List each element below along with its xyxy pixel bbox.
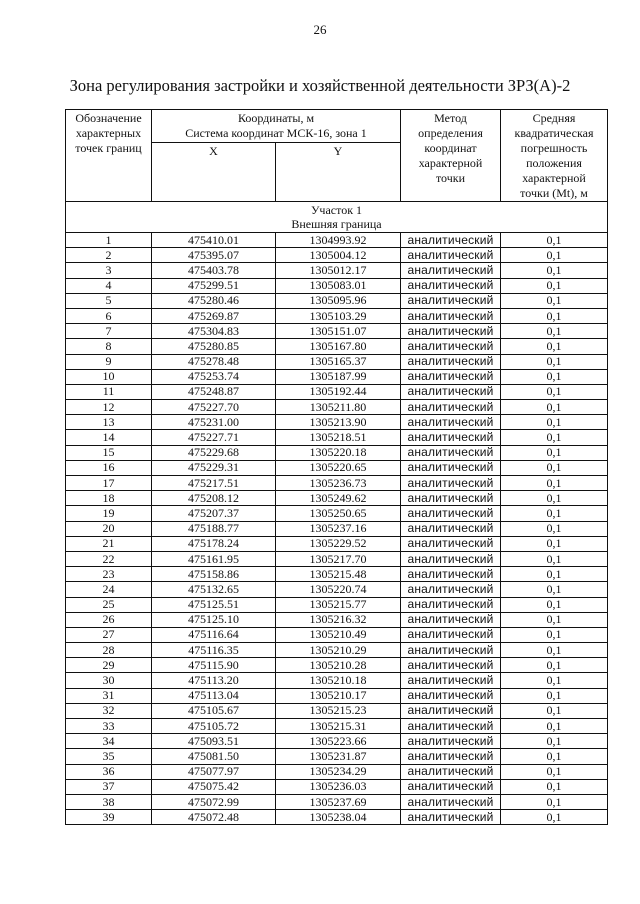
point-number-cell: 23 bbox=[66, 567, 152, 582]
point-number-cell: 14 bbox=[66, 430, 152, 445]
table-row bbox=[66, 521, 608, 536]
table-row bbox=[66, 263, 608, 278]
method-cell: аналитический bbox=[401, 248, 501, 263]
table-row bbox=[66, 248, 608, 263]
point-number-cell: 35 bbox=[66, 749, 152, 764]
header-designation-line: точек границ bbox=[75, 141, 142, 155]
y-coordinate-cell: 1305238.04 bbox=[276, 810, 401, 825]
plot-label: Участок 1 bbox=[310, 203, 363, 217]
method-cell: аналитический bbox=[401, 308, 501, 323]
point-number-cell: 32 bbox=[66, 703, 152, 718]
x-coordinate-cell: 475158.86 bbox=[152, 567, 276, 582]
method-cell: аналитический bbox=[401, 719, 501, 734]
y-coordinate-cell: 1305187.99 bbox=[276, 369, 401, 384]
x-coordinate-cell: 475278.48 bbox=[152, 354, 276, 369]
y-coordinate-cell: 1305215.77 bbox=[276, 597, 401, 612]
table-row bbox=[66, 734, 608, 749]
point-number-cell: 19 bbox=[66, 506, 152, 521]
table-row bbox=[66, 627, 608, 642]
error-cell: 0,1 bbox=[501, 658, 608, 673]
x-coordinate-cell: 475178.24 bbox=[152, 536, 276, 551]
y-coordinate-cell: 1305234.29 bbox=[276, 764, 401, 779]
method-cell: аналитический bbox=[401, 551, 501, 566]
point-number-cell: 26 bbox=[66, 612, 152, 627]
method-cell: аналитический bbox=[401, 567, 501, 582]
point-number-cell: 36 bbox=[66, 764, 152, 779]
x-coordinate-cell: 475113.20 bbox=[152, 673, 276, 688]
method-cell: аналитический bbox=[401, 749, 501, 764]
y-coordinate-cell: 1305237.16 bbox=[276, 521, 401, 536]
error-cell: 0,1 bbox=[501, 491, 608, 506]
point-number-cell: 3 bbox=[66, 263, 152, 278]
point-number-cell: 27 bbox=[66, 627, 152, 642]
table-row bbox=[66, 293, 608, 308]
header-method bbox=[401, 110, 501, 202]
error-cell: 0,1 bbox=[501, 506, 608, 521]
y-coordinate-cell: 1305165.37 bbox=[276, 354, 401, 369]
table-row bbox=[66, 703, 608, 718]
table-row bbox=[66, 476, 608, 491]
method-cell: аналитический bbox=[401, 673, 501, 688]
x-coordinate-cell: 475105.67 bbox=[152, 703, 276, 718]
header-coordinates bbox=[152, 110, 401, 143]
table-row bbox=[66, 794, 608, 809]
table-header bbox=[66, 110, 608, 233]
y-coordinate-cell: 1305229.52 bbox=[276, 536, 401, 551]
table-row bbox=[66, 460, 608, 475]
x-coordinate-cell: 475248.87 bbox=[152, 384, 276, 399]
table-row bbox=[66, 658, 608, 673]
method-cell: аналитический bbox=[401, 506, 501, 521]
point-number-cell: 30 bbox=[66, 673, 152, 688]
x-coordinate-cell: 475269.87 bbox=[152, 308, 276, 323]
error-cell: 0,1 bbox=[501, 476, 608, 491]
table-row bbox=[66, 430, 608, 445]
error-cell: 0,1 bbox=[501, 445, 608, 460]
header-error-line: погрешность bbox=[520, 141, 588, 155]
table-row bbox=[66, 491, 608, 506]
point-number-cell: 7 bbox=[66, 324, 152, 339]
header-method-line: координат bbox=[424, 141, 477, 155]
header-coordinates-line: Система координат МСК-16, зона 1 bbox=[185, 126, 367, 140]
y-coordinate-cell: 1305231.87 bbox=[276, 749, 401, 764]
table-row bbox=[66, 506, 608, 521]
error-cell: 0,1 bbox=[501, 430, 608, 445]
error-cell: 0,1 bbox=[501, 597, 608, 612]
method-cell: аналитический bbox=[401, 400, 501, 415]
method-cell: аналитический bbox=[401, 779, 501, 794]
x-coordinate-cell: 475115.90 bbox=[152, 658, 276, 673]
point-number-cell: 17 bbox=[66, 476, 152, 491]
error-cell: 0,1 bbox=[501, 688, 608, 703]
header-error-line: квадратическая bbox=[514, 126, 594, 140]
method-cell: аналитический bbox=[401, 688, 501, 703]
table-row bbox=[66, 764, 608, 779]
method-cell: аналитический bbox=[401, 324, 501, 339]
method-cell: аналитический bbox=[401, 430, 501, 445]
x-coordinate-cell: 475253.74 bbox=[152, 369, 276, 384]
point-number-cell: 6 bbox=[66, 308, 152, 323]
table-row bbox=[66, 369, 608, 384]
point-number-cell: 34 bbox=[66, 734, 152, 749]
x-coordinate-cell: 475227.71 bbox=[152, 430, 276, 445]
point-number-cell: 24 bbox=[66, 582, 152, 597]
table-row bbox=[66, 445, 608, 460]
y-coordinate-cell: 1305210.29 bbox=[276, 643, 401, 658]
section-label bbox=[66, 202, 608, 233]
y-coordinate-cell: 1305210.28 bbox=[276, 658, 401, 673]
method-cell: аналитический bbox=[401, 794, 501, 809]
point-number-cell: 5 bbox=[66, 293, 152, 308]
method-cell: аналитический bbox=[401, 233, 501, 248]
point-number-cell: 16 bbox=[66, 460, 152, 475]
method-cell: аналитический bbox=[401, 476, 501, 491]
method-cell: аналитический bbox=[401, 612, 501, 627]
method-cell: аналитический bbox=[401, 703, 501, 718]
x-coordinate-cell: 475231.00 bbox=[152, 415, 276, 430]
method-cell: аналитический bbox=[401, 263, 501, 278]
y-coordinate-cell: 1305220.65 bbox=[276, 460, 401, 475]
table-row bbox=[66, 673, 608, 688]
table-row bbox=[66, 324, 608, 339]
point-number-cell: 10 bbox=[66, 369, 152, 384]
error-cell: 0,1 bbox=[501, 400, 608, 415]
error-cell: 0,1 bbox=[501, 308, 608, 323]
header-method-line: характерной bbox=[418, 156, 483, 170]
point-number-cell: 21 bbox=[66, 536, 152, 551]
y-coordinate-cell: 1305223.66 bbox=[276, 734, 401, 749]
header-error-line: Средняя bbox=[532, 111, 576, 125]
table-row bbox=[66, 688, 608, 703]
method-cell: аналитический bbox=[401, 339, 501, 354]
method-cell: аналитический bbox=[401, 627, 501, 642]
method-cell: аналитический bbox=[401, 445, 501, 460]
y-coordinate-cell: 1305220.18 bbox=[276, 445, 401, 460]
point-number-cell: 18 bbox=[66, 491, 152, 506]
error-cell: 0,1 bbox=[501, 354, 608, 369]
error-cell: 0,1 bbox=[501, 567, 608, 582]
method-cell: аналитический bbox=[401, 658, 501, 673]
error-cell: 0,1 bbox=[501, 551, 608, 566]
error-cell: 0,1 bbox=[501, 794, 608, 809]
method-cell: аналитический bbox=[401, 415, 501, 430]
table-row bbox=[66, 278, 608, 293]
method-cell: аналитический bbox=[401, 582, 501, 597]
x-coordinate-cell: 475093.51 bbox=[152, 734, 276, 749]
error-cell: 0,1 bbox=[501, 764, 608, 779]
y-coordinate-cell: 1305210.49 bbox=[276, 627, 401, 642]
point-number-cell: 4 bbox=[66, 278, 152, 293]
point-number-cell: 38 bbox=[66, 794, 152, 809]
table-row bbox=[66, 567, 608, 582]
table-row bbox=[66, 308, 608, 323]
y-coordinate-cell: 1305210.17 bbox=[276, 688, 401, 703]
table-row bbox=[66, 582, 608, 597]
method-cell: аналитический bbox=[401, 810, 501, 825]
x-coordinate-cell: 475075.42 bbox=[152, 779, 276, 794]
error-cell: 0,1 bbox=[501, 673, 608, 688]
table-row bbox=[66, 779, 608, 794]
table-row bbox=[66, 415, 608, 430]
y-coordinate-cell: 1305151.07 bbox=[276, 324, 401, 339]
x-coordinate-cell: 475304.83 bbox=[152, 324, 276, 339]
header-y: Y bbox=[276, 142, 401, 201]
x-coordinate-cell: 475072.99 bbox=[152, 794, 276, 809]
point-number-cell: 1 bbox=[66, 233, 152, 248]
table-row bbox=[66, 384, 608, 399]
method-cell: аналитический bbox=[401, 597, 501, 612]
error-cell: 0,1 bbox=[501, 233, 608, 248]
y-coordinate-cell: 1305237.69 bbox=[276, 794, 401, 809]
y-coordinate-cell: 1305167.80 bbox=[276, 339, 401, 354]
table-row bbox=[66, 400, 608, 415]
header-error bbox=[501, 110, 608, 202]
table-row bbox=[66, 536, 608, 551]
error-cell: 0,1 bbox=[501, 384, 608, 399]
table-row bbox=[66, 597, 608, 612]
method-cell: аналитический bbox=[401, 460, 501, 475]
error-cell: 0,1 bbox=[501, 293, 608, 308]
x-coordinate-cell: 475116.64 bbox=[152, 627, 276, 642]
boundary-label: Внешняя граница bbox=[291, 217, 382, 231]
point-number-cell: 9 bbox=[66, 354, 152, 369]
point-number-cell: 12 bbox=[66, 400, 152, 415]
header-designation-line: характерных bbox=[75, 126, 142, 140]
error-cell: 0,1 bbox=[501, 278, 608, 293]
y-coordinate-cell: 1305012.17 bbox=[276, 263, 401, 278]
x-coordinate-cell: 475299.51 bbox=[152, 278, 276, 293]
y-coordinate-cell: 1305210.18 bbox=[276, 673, 401, 688]
y-coordinate-cell: 1305249.62 bbox=[276, 491, 401, 506]
y-coordinate-cell: 1305250.65 bbox=[276, 506, 401, 521]
x-coordinate-cell: 475081.50 bbox=[152, 749, 276, 764]
error-cell: 0,1 bbox=[501, 643, 608, 658]
error-cell: 0,1 bbox=[501, 248, 608, 263]
x-coordinate-cell: 475161.95 bbox=[152, 551, 276, 566]
error-cell: 0,1 bbox=[501, 263, 608, 278]
x-coordinate-cell: 475113.04 bbox=[152, 688, 276, 703]
section-row bbox=[66, 202, 608, 233]
method-cell: аналитический bbox=[401, 764, 501, 779]
error-cell: 0,1 bbox=[501, 734, 608, 749]
point-number-cell: 20 bbox=[66, 521, 152, 536]
y-coordinate-cell: 1305216.32 bbox=[276, 612, 401, 627]
y-coordinate-cell: 1305095.96 bbox=[276, 293, 401, 308]
table-body bbox=[66, 233, 608, 825]
x-coordinate-cell: 475280.85 bbox=[152, 339, 276, 354]
error-cell: 0,1 bbox=[501, 779, 608, 794]
method-cell: аналитический bbox=[401, 521, 501, 536]
point-number-cell: 39 bbox=[66, 810, 152, 825]
header-error-line: положения bbox=[526, 156, 582, 170]
y-coordinate-cell: 1305236.03 bbox=[276, 779, 401, 794]
document-title: Зона регулирования застройки и хозяйственной деятельности ЗРЗ(А)-2 bbox=[69, 76, 571, 95]
y-coordinate-cell: 1305211.80 bbox=[276, 400, 401, 415]
x-coordinate-cell: 475280.46 bbox=[152, 293, 276, 308]
error-cell: 0,1 bbox=[501, 324, 608, 339]
point-number-cell: 31 bbox=[66, 688, 152, 703]
table-row bbox=[66, 339, 608, 354]
error-cell: 0,1 bbox=[501, 460, 608, 475]
x-coordinate-cell: 475207.37 bbox=[152, 506, 276, 521]
header-method-line: определения bbox=[418, 126, 483, 140]
error-cell: 0,1 bbox=[501, 703, 608, 718]
y-coordinate-cell: 1305215.23 bbox=[276, 703, 401, 718]
y-coordinate-cell: 1305215.48 bbox=[276, 567, 401, 582]
error-cell: 0,1 bbox=[501, 810, 608, 825]
table-row bbox=[66, 719, 608, 734]
method-cell: аналитический bbox=[401, 384, 501, 399]
y-coordinate-cell: 1305215.31 bbox=[276, 719, 401, 734]
y-coordinate-cell: 1304993.92 bbox=[276, 233, 401, 248]
x-coordinate-cell: 475229.31 bbox=[152, 460, 276, 475]
x-coordinate-cell: 475105.72 bbox=[152, 719, 276, 734]
method-cell: аналитический bbox=[401, 734, 501, 749]
y-coordinate-cell: 1305218.51 bbox=[276, 430, 401, 445]
header-method-line: точки bbox=[435, 171, 466, 185]
method-cell: аналитический bbox=[401, 354, 501, 369]
method-cell: аналитический bbox=[401, 369, 501, 384]
header-coordinates-line: Координаты, м bbox=[237, 111, 315, 125]
header-error-line: характерной bbox=[522, 171, 586, 185]
y-coordinate-cell: 1305220.74 bbox=[276, 582, 401, 597]
x-coordinate-cell: 475395.07 bbox=[152, 248, 276, 263]
table-row bbox=[66, 233, 608, 248]
header-method-line: Метод bbox=[434, 111, 467, 125]
method-cell: аналитический bbox=[401, 293, 501, 308]
error-cell: 0,1 bbox=[501, 536, 608, 551]
header-x: X bbox=[152, 142, 276, 201]
y-coordinate-cell: 1305236.73 bbox=[276, 476, 401, 491]
method-cell: аналитический bbox=[401, 491, 501, 506]
x-coordinate-cell: 475217.51 bbox=[152, 476, 276, 491]
x-coordinate-cell: 475125.51 bbox=[152, 597, 276, 612]
x-coordinate-cell: 475116.35 bbox=[152, 643, 276, 658]
table-row bbox=[66, 749, 608, 764]
table-row bbox=[66, 810, 608, 825]
y-coordinate-cell: 1305103.29 bbox=[276, 308, 401, 323]
x-coordinate-cell: 475077.97 bbox=[152, 764, 276, 779]
point-number-cell: 11 bbox=[66, 384, 152, 399]
coordinates-table bbox=[65, 109, 608, 825]
header-error-line: точки (Mt), м bbox=[520, 186, 588, 200]
y-coordinate-cell: 1305083.01 bbox=[276, 278, 401, 293]
x-coordinate-cell: 475188.77 bbox=[152, 521, 276, 536]
method-cell: аналитический bbox=[401, 278, 501, 293]
x-coordinate-cell: 475132.65 bbox=[152, 582, 276, 597]
table-row bbox=[66, 643, 608, 658]
x-coordinate-cell: 475208.12 bbox=[152, 491, 276, 506]
x-coordinate-cell: 475227.70 bbox=[152, 400, 276, 415]
error-cell: 0,1 bbox=[501, 719, 608, 734]
x-coordinate-cell: 475125.10 bbox=[152, 612, 276, 627]
error-cell: 0,1 bbox=[501, 369, 608, 384]
point-number-cell: 15 bbox=[66, 445, 152, 460]
x-coordinate-cell: 475410.01 bbox=[152, 233, 276, 248]
y-coordinate-cell: 1305217.70 bbox=[276, 551, 401, 566]
header-designation bbox=[66, 110, 152, 202]
method-cell: аналитический bbox=[401, 643, 501, 658]
error-cell: 0,1 bbox=[501, 415, 608, 430]
table-row bbox=[66, 551, 608, 566]
y-coordinate-cell: 1305213.90 bbox=[276, 415, 401, 430]
y-coordinate-cell: 1305004.12 bbox=[276, 248, 401, 263]
error-cell: 0,1 bbox=[501, 582, 608, 597]
error-cell: 0,1 bbox=[501, 612, 608, 627]
table-row bbox=[66, 354, 608, 369]
point-number-cell: 25 bbox=[66, 597, 152, 612]
point-number-cell: 29 bbox=[66, 658, 152, 673]
error-cell: 0,1 bbox=[501, 521, 608, 536]
x-coordinate-cell: 475403.78 bbox=[152, 263, 276, 278]
point-number-cell: 37 bbox=[66, 779, 152, 794]
point-number-cell: 28 bbox=[66, 643, 152, 658]
page-number: 26 bbox=[313, 22, 327, 37]
y-coordinate-cell: 1305192.44 bbox=[276, 384, 401, 399]
point-number-cell: 13 bbox=[66, 415, 152, 430]
error-cell: 0,1 bbox=[501, 339, 608, 354]
x-coordinate-cell: 475072.48 bbox=[152, 810, 276, 825]
error-cell: 0,1 bbox=[501, 749, 608, 764]
method-cell: аналитический bbox=[401, 536, 501, 551]
point-number-cell: 33 bbox=[66, 719, 152, 734]
header-designation-line: Обозначение bbox=[75, 111, 142, 125]
point-number-cell: 8 bbox=[66, 339, 152, 354]
point-number-cell: 22 bbox=[66, 551, 152, 566]
point-number-cell: 2 bbox=[66, 248, 152, 263]
table-row bbox=[66, 612, 608, 627]
x-coordinate-cell: 475229.68 bbox=[152, 445, 276, 460]
error-cell: 0,1 bbox=[501, 627, 608, 642]
